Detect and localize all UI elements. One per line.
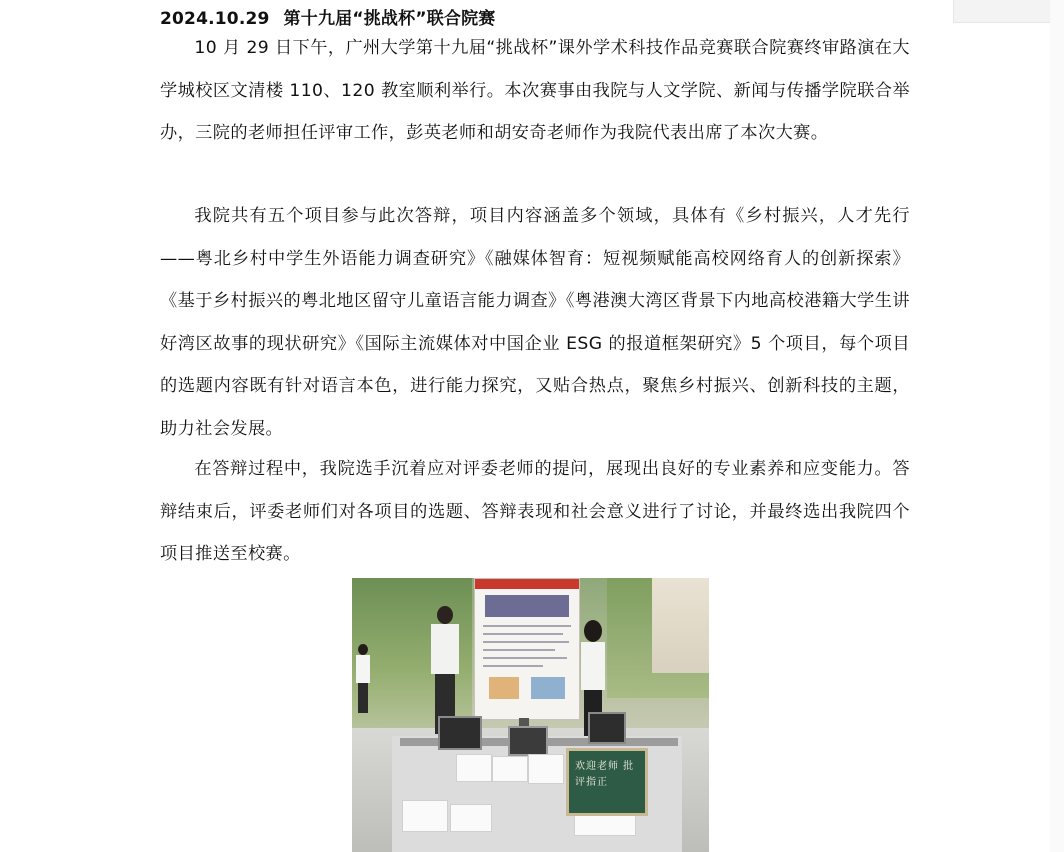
photo-chalkboard-sign xyxy=(566,748,648,816)
poster-header-bar xyxy=(475,579,579,589)
photo-document xyxy=(528,754,564,784)
photo-document xyxy=(450,804,492,832)
poster-text-line xyxy=(483,649,555,651)
person-head xyxy=(437,606,453,624)
photo-laptop xyxy=(508,726,548,756)
person-shirt xyxy=(581,642,605,690)
chalkboard-text: 欢迎老师 批评指正 xyxy=(575,761,635,788)
photo-building xyxy=(652,578,709,673)
poster-text-line xyxy=(483,633,563,635)
paragraph-3: 在答辩过程中，我院选手沉着应对评委老师的提问，展现出良好的专业素养和应变能力。答辩结束后，评委老师们对各项目的选题、答辩表现和社会意义进行了讨论，并最终选出我院四个项目推送至校赛。 xyxy=(160,459,910,564)
poster-text-line xyxy=(483,657,567,659)
poster-text-line xyxy=(483,665,543,667)
photo-laptop xyxy=(588,712,626,744)
photo-document xyxy=(492,756,528,782)
poster-text-line xyxy=(483,625,571,627)
person-head xyxy=(358,644,368,655)
person-pants xyxy=(358,683,368,713)
event-photo xyxy=(352,578,709,852)
person-shirt xyxy=(431,624,459,674)
poster-figure xyxy=(531,677,565,699)
window-tab-area xyxy=(953,0,1064,23)
article-heading xyxy=(160,4,496,29)
photo-poster xyxy=(474,578,580,720)
paragraph-2: 我院共有五个项目参与此次答辩，项目内容涵盖多个领域，具体有《乡村振兴，人才先行——粤北乡村中学生外语能力调查研究》《融媒体智育：短视频赋能高校网络育人的创新探索》《基于乡村振兴的粤北地区留守儿童语言能力调查》《粤港澳大湾区背景下内地高校港籍大学生讲好湾区故事的现状研究》《国际主流媒体对中国企业 ESG 的报道框架研究》5 个项目，每个项目的选题内容既有针对语言本色，进行能力探究，又贴合热点，聚焦乡村振兴、创新科技的主题，助力社会发展。 xyxy=(160,206,910,439)
photo-document xyxy=(402,800,448,832)
scrollbar-track[interactable] xyxy=(1050,0,1064,852)
poster-text-line xyxy=(483,641,569,643)
article-date: 2024.10.29 xyxy=(160,9,270,29)
photo-person-background xyxy=(356,644,370,714)
person-head xyxy=(584,620,602,642)
poster-title-block xyxy=(485,595,569,617)
person-shirt xyxy=(356,655,370,683)
photo-laptop xyxy=(438,716,482,750)
poster-figure xyxy=(489,677,519,699)
paragraph-1: 10 月 29 日下午，广州大学第十九届“挑战杯”课外学术科技作品竞赛联合院赛终审路演在大学城校区文清楼 110、120 教室顺利举行。本次赛事由我院与人文学院、新闻与传播学院联合举办，三院的老师担任评审工作，彭英老师和胡安奇老师作为我院代表出席了本次大赛。 xyxy=(160,38,910,143)
photo-document xyxy=(456,754,492,782)
article-title: 第十九届“挑战杯”联合院赛 xyxy=(283,9,496,29)
